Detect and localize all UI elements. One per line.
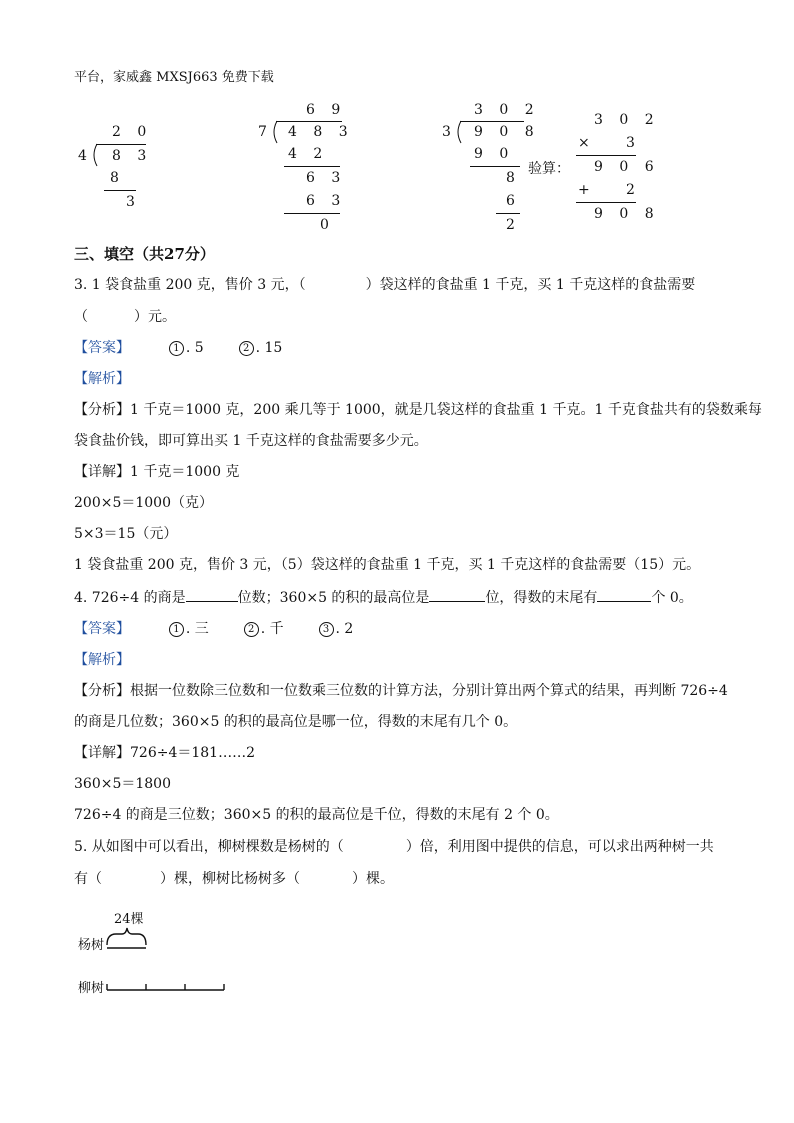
plus-sign: + [578, 182, 596, 198]
remainder: 0 [320, 217, 335, 233]
subtrahend-1: 4 2 [288, 146, 329, 162]
question-3-analysis-1: 【分析】1 千克＝1000 克，200 乘几等于 1000，就是几袋这样的食盐重 1 千克。1 千克食盐共有的袋数乘每 [74, 402, 762, 418]
section-title: 三、填空（共27分） [74, 245, 215, 263]
times-sign: × [578, 135, 596, 151]
divisor: 4 [78, 148, 93, 164]
dividend: 8 3 [112, 148, 153, 164]
check-product: 9 0 6 [594, 159, 660, 175]
yang-label: 杨树 [78, 938, 105, 953]
dividend: 9 0 8 [474, 124, 540, 140]
quotient: 2 0 [112, 124, 153, 140]
yang-segment [104, 947, 150, 951]
check-addend: 2 [626, 182, 641, 198]
quotient: 6 9 [306, 102, 347, 118]
quotient: 3 0 2 [474, 102, 540, 118]
divisor: 7 [258, 124, 273, 140]
check-top: 3 0 2 [594, 112, 660, 128]
liu-label: 柳树 [78, 981, 105, 996]
question-5-line-1: 5. 从如图中可以看出，柳树棵数是杨树的（ ）倍，利用图中提供的信息，可以求出两种树一共 [74, 839, 714, 855]
question-3-detail-2: 200×5＝1000（克） [74, 495, 213, 511]
question-3-line-1: 3. 1 袋食盐重 200 克，售价 3 元，（ ）袋这样的食盐重 1 千克，买 1 千克这样的食盐需要 [74, 277, 696, 293]
subtrahend-2: 6 3 [306, 193, 347, 209]
page-header: 平台，家威鑫 MXSJ663 免费下载 [74, 70, 274, 85]
question-5-line-2: 有（ ）棵，柳树比杨树多（ ）棵。 [74, 871, 394, 887]
question-4-line-1: 4. 726÷4 的商是 位数；360×5 的积的最高位是 位，得数的末尾有 个 0。 [74, 587, 693, 608]
division-bracket-icon [90, 143, 100, 167]
subtrahend: 8 [110, 170, 125, 186]
question-4-detail-3: 726÷4 的商是三位数；360×5 的积的最高位是千位，得数的末尾有 2 个 0。 [74, 807, 559, 823]
dividend: 4 8 3 [288, 124, 354, 140]
circled-number-icon: 2 [244, 622, 259, 637]
question-3-analysis-2: 袋食盐价钱，即可算出买 1 千克这样的食盐需要多少元。 [74, 433, 428, 449]
question-4-detail-2: 360×5＝1800 [74, 776, 171, 792]
brace-icon [104, 926, 150, 948]
question-3-detail-1: 【详解】1 千克＝1000 克 [74, 464, 240, 480]
liu-bar [104, 978, 226, 994]
question-3-detail-3: 5×3＝15（元） [74, 526, 178, 542]
question-4-analysis-1: 【分析】根据一位数除三位数和一位数乘三位数的计算方法，分别计算出两个算式的结果，再判断 726÷4 [74, 683, 728, 699]
question-4-detail-1: 【详解】726÷4＝181……2 [74, 745, 255, 761]
check-multiplier: 3 [626, 135, 641, 151]
analysis-tag: 【解析】 [74, 371, 130, 387]
circled-number-icon: 1 [169, 341, 184, 356]
question-3-answer: 【答案】 1 . 5 2 . 15 [74, 340, 283, 356]
answer-tag: 【答案】 [74, 340, 130, 356]
check-result: 9 0 8 [594, 206, 660, 222]
remainder: 2 [506, 217, 521, 233]
circled-number-icon: 1 [169, 622, 184, 637]
remainder: 3 [126, 194, 141, 210]
subtrahend-2: 6 [506, 193, 521, 209]
divisor: 3 [442, 124, 457, 140]
partial-remainder: 8 [506, 170, 521, 186]
question-4-analysis-2: 的商是几位数；360×5 的积的最高位是哪一位，得数的末尾有几个 0。 [74, 714, 518, 730]
question-4-answer: 【答案】 1 . 三 2 . 千 3 . 2 [74, 621, 354, 637]
division-bracket-icon [270, 120, 280, 144]
partial-remainder: 6 3 [306, 170, 347, 186]
answer-tag: 【答案】 [74, 621, 130, 637]
question-3-line-2: （ ）元。 [74, 309, 176, 325]
subtrahend-1: 9 0 [474, 146, 515, 162]
yang-count-label: 24棵 [114, 912, 144, 927]
question-3-detail-4: 1 袋食盐重 200 克，售价 3 元，（5）袋这样的食盐重 1 千克，买 1 千克这样的食盐需要（15）元。 [74, 557, 701, 573]
division-bracket-icon [454, 120, 464, 144]
circled-number-icon: 2 [239, 341, 254, 356]
circled-number-icon: 3 [319, 622, 334, 637]
verification-label: 验算： [528, 161, 570, 177]
analysis-tag: 【解析】 [74, 652, 130, 668]
